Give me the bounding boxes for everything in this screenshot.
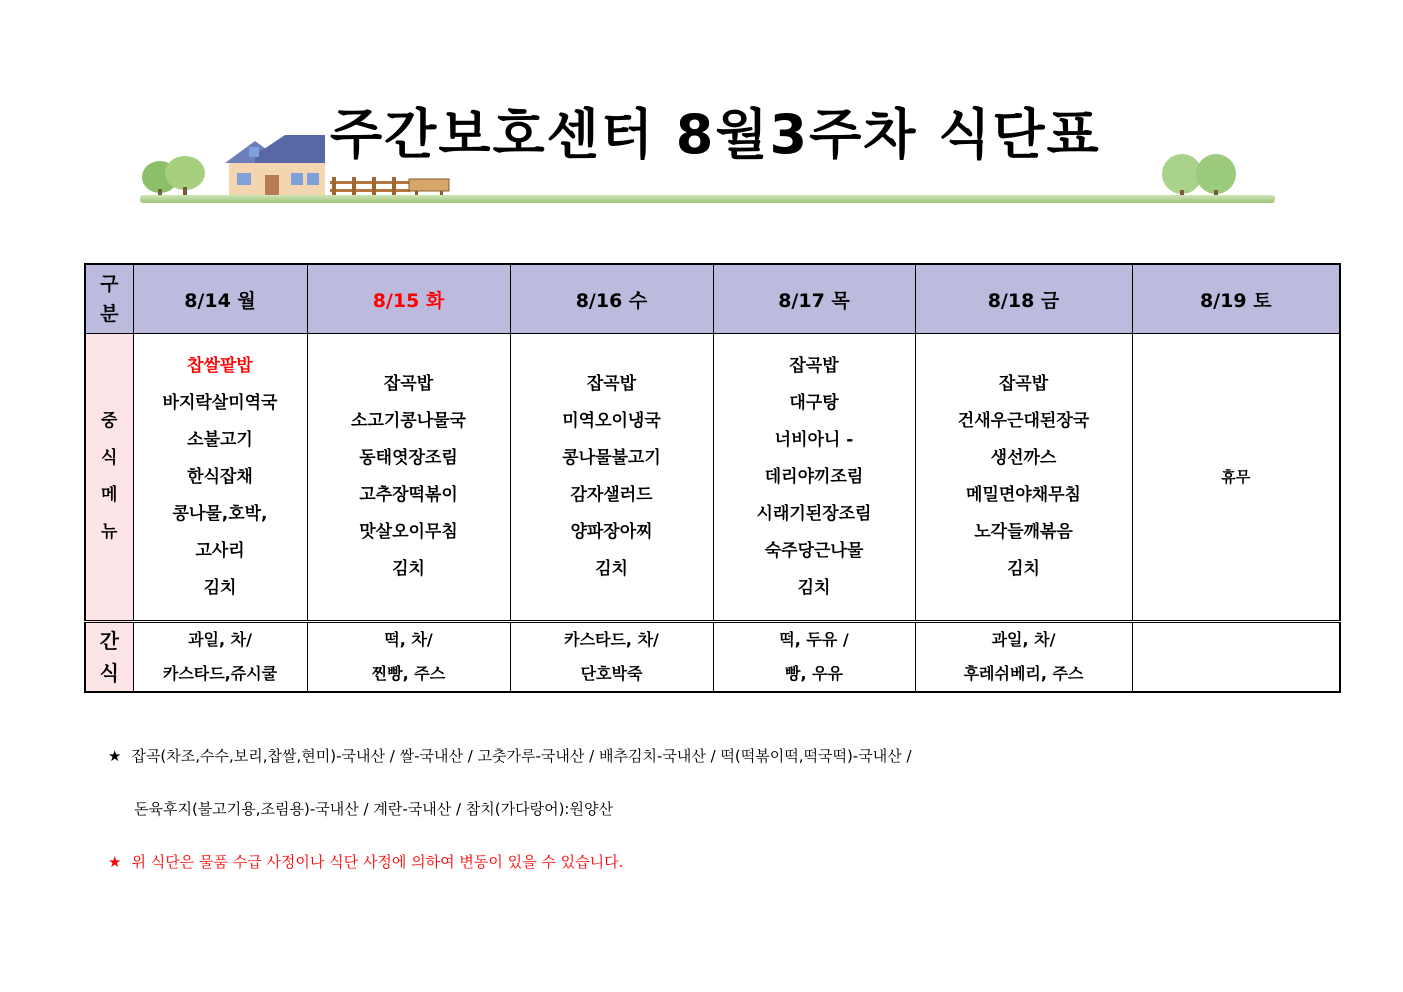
snack-cell-mon: [133, 622, 307, 693]
menu-item: 한식잡채: [187, 466, 253, 487]
snack-item: 단호박죽: [580, 664, 643, 683]
menu-item: 잡곡밥: [998, 374, 1049, 394]
snack-item: 떡, 차/: [384, 630, 433, 649]
snack-item: 카스타드,쥬시쿨: [162, 664, 278, 683]
menu-item: 미역오이냉국: [562, 411, 661, 431]
snack-item: 빵, 우유: [784, 664, 844, 683]
day-header: 8/17 목: [713, 264, 915, 334]
menu-item: 김치: [797, 577, 831, 598]
grass-strip: [140, 195, 1275, 203]
snack-cell-sat: [1132, 622, 1340, 693]
star-icon: ★: [108, 747, 122, 765]
snack-row: [85, 622, 1340, 693]
disclaimer-note: ★ 위 식단은 물품 수급 사정이나 식단 사정에 의하여 변동이 있을 수 있습니다.: [108, 853, 624, 871]
menu-item: 생선까스: [990, 448, 1057, 468]
origin-note-line2: 돈육후지(불고기용,조림용)-국내산 / 계란-국내산 / 참치(가다랑어):원양산: [134, 800, 613, 818]
menu-item: 바지락살미역국: [162, 392, 278, 413]
menu-item: 콩나물,호박,: [172, 503, 268, 524]
day-header: 8/14 월: [133, 264, 307, 334]
day-header-row: [85, 264, 1340, 334]
menu-item: 김치: [595, 559, 628, 579]
snack-item: 과일, 차/: [991, 630, 1056, 649]
menu-table: [84, 263, 1341, 693]
lunch-cell-tue: [307, 334, 510, 622]
closed-label: 휴무: [1221, 467, 1251, 486]
lunch-cell-wed: [510, 334, 713, 622]
menu-item: 대구탕: [789, 392, 839, 413]
day-header: 8/19 토: [1132, 264, 1340, 334]
menu-item: 잡곡밥: [789, 355, 839, 376]
snack-cell-thu: [713, 622, 915, 693]
menu-item: 콩나물불고기: [562, 448, 661, 468]
lunch-cell-mon: [133, 334, 307, 622]
lunch-row: [85, 334, 1340, 622]
menu-item: 소불고기: [187, 429, 253, 450]
menu-item: 잡곡밥: [586, 374, 637, 394]
lunch-cell-fri: [915, 334, 1132, 622]
menu-item: 잡곡밥: [383, 374, 434, 394]
origin-note-line1: ★ 잡곡(차조,수수,보리,찹쌀,현미)-국내산 / 쌀-국내산 / 고춧가루-국내산 / 배추김치-국내산 / 떡(떡볶이떡,떡국떡)-국내산 /: [108, 747, 912, 765]
menu-item: 고사리: [195, 540, 245, 561]
menu-item: 찹쌀팥밥: [187, 355, 253, 376]
menu-item: 김치: [203, 577, 237, 598]
snack-label: 간 식: [85, 622, 133, 693]
snack-item: 찐빵, 주스: [371, 664, 446, 683]
trees-left-icon: [140, 155, 210, 200]
star-icon: ★: [108, 853, 122, 871]
menu-item: 맛살오이무침: [359, 522, 458, 542]
day-header: 8/16 수: [510, 264, 713, 334]
snack-item: 카스타드, 차/: [564, 630, 659, 649]
menu-item: 너비아니 -: [774, 429, 854, 450]
house-icon: [215, 133, 335, 201]
menu-item: 동태엿장조림: [359, 448, 458, 468]
menu-item: 숙주당근나물: [764, 540, 864, 561]
snack-item: 떡, 두유 /: [779, 630, 849, 649]
snack-cell-fri: [915, 622, 1132, 693]
menu-item: 감자샐러드: [570, 485, 653, 505]
day-header: 8/18 금: [915, 264, 1132, 334]
menu-item: 메밀면야채무침: [966, 485, 1081, 505]
menu-item: 양파장아찌: [570, 522, 653, 542]
category-header: 구 분: [85, 264, 133, 334]
snack-item: 과일, 차/: [188, 630, 252, 649]
header-banner: [140, 95, 1275, 210]
menu-item: 소고기콩나물국: [351, 411, 466, 431]
day-header-holiday: 8/15 화: [307, 264, 510, 334]
menu-item: 고추장떡볶이: [359, 485, 458, 505]
menu-item: 김치: [392, 559, 425, 579]
snack-cell-wed: [510, 622, 713, 693]
snack-item: 후레쉬베리, 주스: [963, 664, 1084, 683]
menu-item: 김치: [1007, 559, 1040, 579]
page-title: 주간보호센터 8월3주차 식단표: [330, 103, 1101, 166]
snack-cell-tue: [307, 622, 510, 693]
lunch-cell-thu: [713, 334, 915, 622]
lunch-cell-sat: [1132, 334, 1340, 622]
menu-item: 데리야끼조림: [764, 466, 864, 487]
lunch-label: 중 식 메 뉴: [85, 334, 133, 622]
menu-item: 건새우근대된장국: [957, 411, 1090, 431]
menu-item: 노각들깨볶음: [974, 522, 1073, 542]
menu-item: 시래기된장조림: [756, 503, 872, 524]
